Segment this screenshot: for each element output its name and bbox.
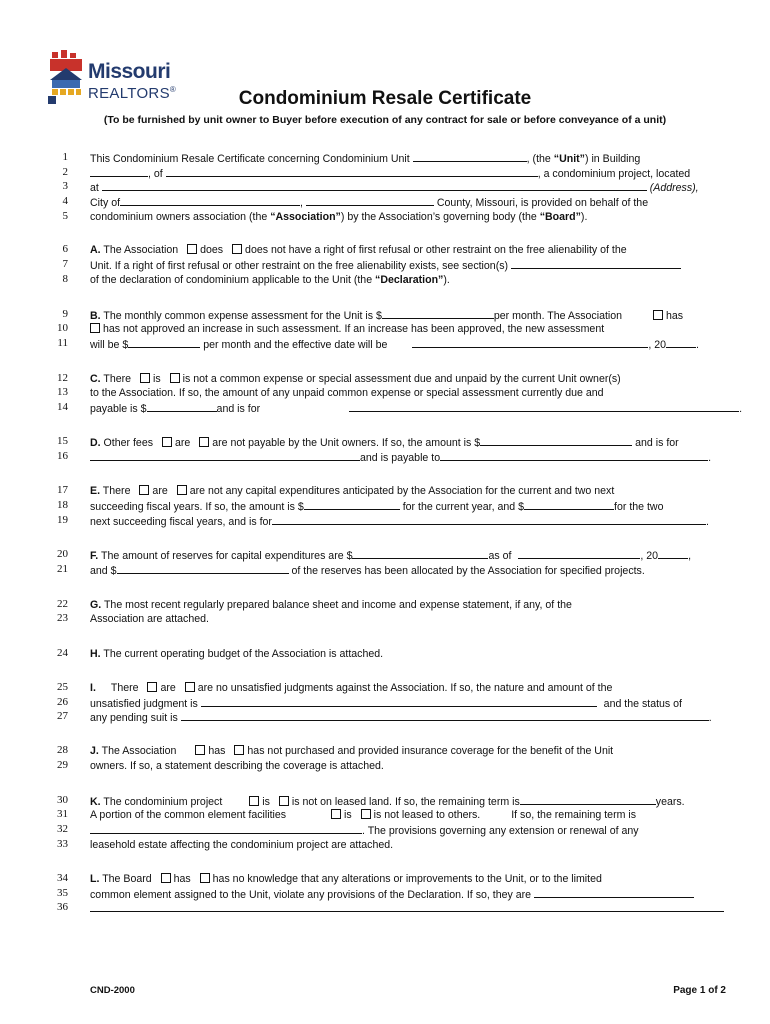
capex-are-not-checkbox[interactable] <box>177 485 187 495</box>
common-element-leased-is-not-checkbox[interactable] <box>361 809 371 819</box>
text-line-6: A. The Association does does not have a right of first refusal or other restraint on the free alienability of the <box>90 244 627 256</box>
leased-land-is-checkbox[interactable] <box>249 796 259 806</box>
line-number: 33 <box>57 838 68 850</box>
line-number: 15 <box>57 435 68 447</box>
line-number: 17 <box>57 484 68 496</box>
pending-suit-status-field[interactable] <box>181 710 709 721</box>
text-line-4: City of , County, Missouri, is provided on behalf of the <box>90 197 649 209</box>
line-number: 3 <box>62 180 68 192</box>
leased-land-is-not-checkbox[interactable] <box>279 796 289 806</box>
text-line-14: payable is $ and is for . <box>90 403 743 415</box>
unit-field[interactable] <box>413 151 527 162</box>
building-field[interactable] <box>90 166 148 177</box>
logo-wordmark-missouri: Missouri <box>88 60 171 83</box>
line-number: 24 <box>57 647 68 659</box>
text-line-32: . The provisions governing any extension or renewal of any <box>90 823 726 837</box>
allocated-reserves-field[interactable] <box>117 563 289 574</box>
fees-are-checkbox[interactable] <box>162 437 172 447</box>
text-line-8: of the declaration of condominium applicable to the Unit (the “Declaration”). <box>90 274 450 286</box>
text-line-20: F. The amount of reserves for capital expenditures are $ as of , 20 , <box>90 550 692 562</box>
insurance-has-not-checkbox[interactable] <box>234 745 244 755</box>
text-line-17: E. There are are not any capital expenditures anticipated by the Association for the current and two next <box>90 485 615 497</box>
text-line-10: has not approved an increase in such assessment. If an increase has been approved, the new assessment <box>90 322 726 336</box>
line-number: 23 <box>57 612 68 624</box>
line-number: 13 <box>57 386 68 398</box>
new-assessment-field[interactable] <box>128 337 200 348</box>
line-number: 30 <box>57 794 68 806</box>
line-number: 19 <box>57 514 68 526</box>
text-line-18: succeeding fiscal years. If so, the amount is $ for the current year, and $ for the two <box>90 501 664 513</box>
line-number: 12 <box>57 372 68 384</box>
text-line-25: I. There are are no unsatisfied judgments against the Association. If so, the nature and amount of the <box>90 682 613 694</box>
assessment-is-checkbox[interactable] <box>140 373 150 383</box>
text-line-31: A portion of the common element facilities is is not leased to others. If so, the remaining term is <box>90 809 637 821</box>
text-line-2: , of , a condominium project, located <box>90 166 726 180</box>
line-number: 21 <box>57 563 68 575</box>
text-line-5: condominium owners association (the “Association”) by the Association’s governing body (the “Board”). <box>90 211 588 223</box>
association-does-checkbox[interactable] <box>187 244 197 254</box>
line-number: 32 <box>57 823 68 835</box>
text-line-35: common element assigned to the Unit, violate any provisions of the Declaration. If so, they are <box>90 887 726 901</box>
text-line-34: L. The Board has has no knowledge that any alterations or improvements to the Unit, or to the limited <box>90 873 602 885</box>
line-number: 6 <box>62 243 68 255</box>
fees-are-not-checkbox[interactable] <box>199 437 209 447</box>
line-number: 28 <box>57 744 68 756</box>
text-line-16: and is payable to . <box>90 450 726 464</box>
text-line-15: D. Other fees are are not payable by the Unit owners. If so, the amount is $ and is for <box>90 437 679 449</box>
board-knowledge-has-checkbox[interactable] <box>161 873 171 883</box>
approved-increase-has-checkbox[interactable] <box>653 310 663 320</box>
form-id: CND-2000 <box>90 985 135 996</box>
page-number: Page 1 of 2 <box>673 985 726 996</box>
other-fees-purpose-field[interactable] <box>90 450 360 461</box>
text-line-30: K. The condominium project is is not on leased land. If so, the remaining term is years. <box>90 796 685 808</box>
line-number: 14 <box>57 401 68 413</box>
unsatisfied-judgment-field[interactable] <box>201 696 597 707</box>
line-number: 8 <box>62 273 68 285</box>
condominium-project-field[interactable] <box>166 166 538 177</box>
text-line-3: at (Address), <box>90 182 699 194</box>
line-number: 29 <box>57 759 68 771</box>
judgments-are-checkbox[interactable] <box>147 682 157 692</box>
judgments-are-no-checkbox[interactable] <box>185 682 195 692</box>
text-line-1: This Condominium Resale Certificate concerning Condominium Unit , (the “Unit”) in Building <box>90 153 641 165</box>
line-number: 31 <box>57 808 68 820</box>
text-line-12: C. There is is not a common expense or special assessment due and unpaid by the current Unit owner(s) <box>90 373 621 385</box>
effective-date-field[interactable] <box>412 337 648 348</box>
monthly-assessment-field[interactable] <box>382 308 494 319</box>
insurance-has-checkbox[interactable] <box>195 745 205 755</box>
text-line-27: any pending suit is . <box>90 712 712 724</box>
text-line-21: and $ of the reserves has been allocated by the Association for specified projects. <box>90 565 645 577</box>
line-number: 7 <box>62 258 68 270</box>
line-number: 4 <box>62 195 68 207</box>
line-number: 22 <box>57 598 68 610</box>
reserves-as-of-date-field[interactable] <box>518 548 640 559</box>
text-line-11: will be $ per month and the effective date will be , 20 . <box>90 339 699 351</box>
unpaid-purpose-field[interactable] <box>349 401 739 412</box>
text-line-13: to the Association. If so, the amount of any unpaid common expense or special assessment currently due and <box>90 387 604 399</box>
reserves-year-field[interactable] <box>658 548 688 559</box>
text-line-23: Association are attached. <box>90 613 209 625</box>
assessment-is-not-checkbox[interactable] <box>170 373 180 383</box>
board-knowledge-has-no-checkbox[interactable] <box>200 873 210 883</box>
effective-year-field[interactable] <box>666 337 696 348</box>
line-number: 5 <box>62 210 68 222</box>
line-number: 11 <box>57 337 68 349</box>
line-number: 9 <box>62 308 68 320</box>
text-line-26: unsatisfied judgment is and the status of <box>90 698 683 710</box>
line-number: 25 <box>57 681 68 693</box>
document-title: Condominium Resale Certificate <box>238 88 532 109</box>
line-number: 35 <box>57 887 68 899</box>
line-number: 16 <box>57 450 68 462</box>
line-number: 20 <box>57 548 68 560</box>
line-number: 1 <box>62 151 68 163</box>
text-line-28: J. The Association has has not purchased and provided insurance coverage for the benefit of the Unit <box>90 745 614 757</box>
address-field[interactable] <box>102 180 647 191</box>
city-field[interactable] <box>120 195 300 206</box>
capex-next-years-field[interactable] <box>524 499 614 510</box>
line-number: 10 <box>57 322 68 334</box>
leased-land-term-field[interactable] <box>520 794 656 805</box>
fees-payable-to-field[interactable] <box>440 450 708 461</box>
county-field[interactable] <box>306 195 434 206</box>
line-number: 26 <box>57 696 68 708</box>
reserves-amount-field[interactable] <box>352 548 488 559</box>
common-element-term-field[interactable] <box>90 823 362 834</box>
common-element-leased-is-checkbox[interactable] <box>331 809 341 819</box>
text-line-36 <box>90 901 726 915</box>
unpaid-amount-field[interactable] <box>147 401 217 412</box>
capex-purpose-field[interactable] <box>272 514 706 525</box>
line-number: 18 <box>57 499 68 511</box>
text-line-9: B. The monthly common expense assessment for the Unit is $ per month. The Association has <box>90 310 684 322</box>
text-line-29: owners. If so, a statement describing the coverage is attached. <box>90 760 384 772</box>
text-line-22: G. The most recent regularly prepared balance sheet and income and expense statement, if any, of the <box>90 599 572 611</box>
text-line-24: H. The current operating budget of the Association is attached. <box>90 648 384 660</box>
other-fees-amount-field[interactable] <box>480 435 632 446</box>
logo-wordmark-realtors: REALTORS® <box>88 85 177 102</box>
violations-continued-field[interactable] <box>90 901 724 912</box>
capex-are-checkbox[interactable] <box>139 485 149 495</box>
text-line-33: leasehold estate affecting the condominium project are attached. <box>90 839 394 851</box>
document-subtitle: (To be furnished by unit owner to Buyer before execution of any contract for sale or before conveyance of a unit) <box>103 114 667 126</box>
line-number: 34 <box>57 872 68 884</box>
text-line-7: Unit. If a right of first refusal or other restraint on the free alienability exists, see section(s) <box>90 258 726 272</box>
violations-field[interactable] <box>534 887 694 898</box>
sections-field[interactable] <box>511 258 681 269</box>
line-number: 27 <box>57 710 68 722</box>
approved-increase-has-not-checkbox[interactable] <box>90 323 100 333</box>
text-line-19: next succeeding fiscal years, and is for . <box>90 516 709 528</box>
capex-current-year-field[interactable] <box>304 499 400 510</box>
line-number: 36 <box>57 901 68 913</box>
association-does-not-checkbox[interactable] <box>232 244 242 254</box>
line-number: 2 <box>62 166 68 178</box>
